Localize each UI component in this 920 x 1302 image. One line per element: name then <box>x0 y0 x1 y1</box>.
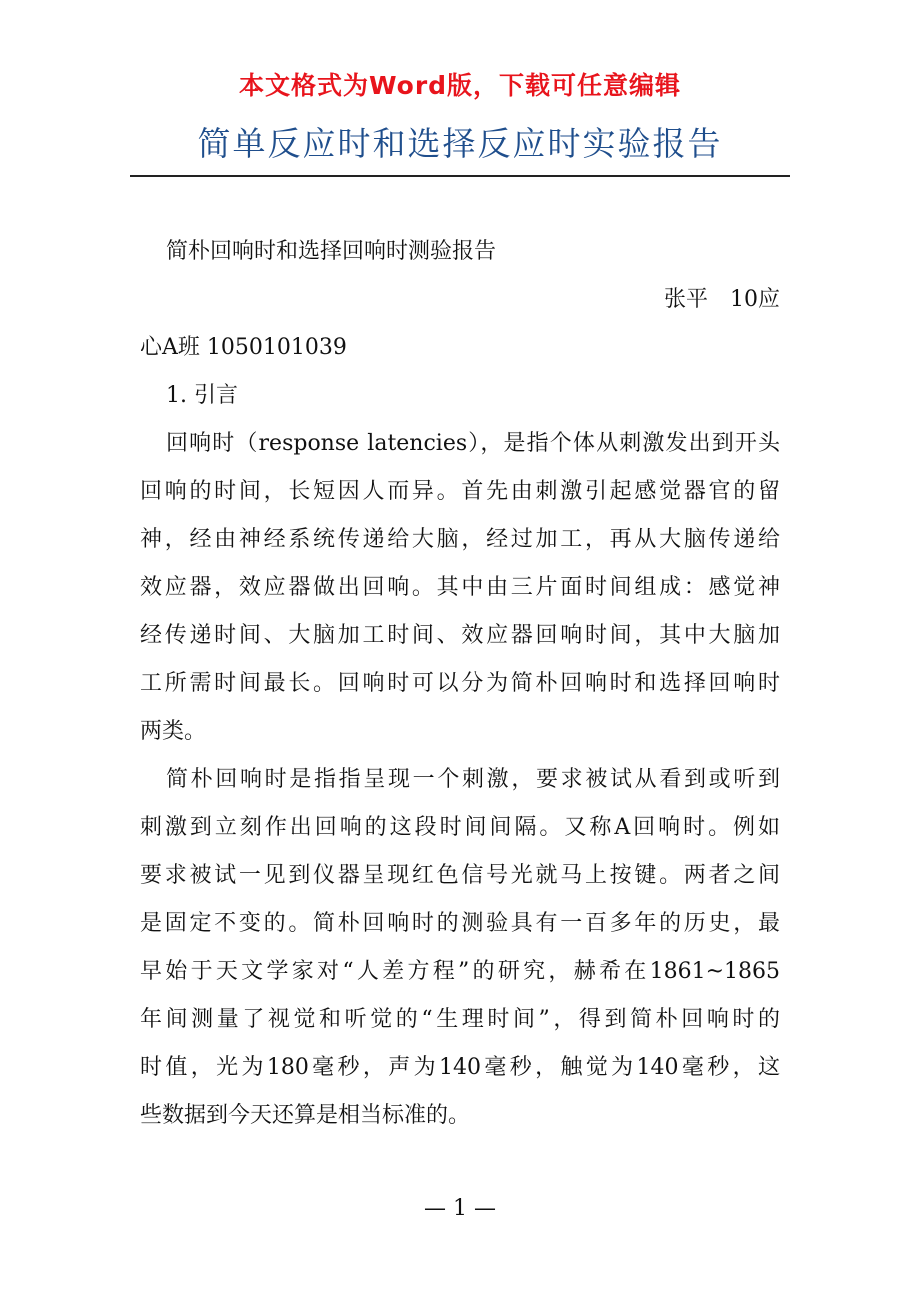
document-title: 简单反应时和选择反应时实验报告 <box>197 124 723 163</box>
report-heading: 简朴回响时和选择回响时测验报告 <box>166 239 497 264</box>
document-body <box>140 228 780 1140</box>
paragraph-line: 刺激到立刻作出回响的这段时间间隔。又称A回响时。例如 <box>140 815 780 840</box>
paragraph-line: 回响时（response latencies），是指个体从刺激发出到开头 <box>166 431 780 456</box>
paragraph-line: 年间测量了视觉和听觉的“生理时间”，得到简朴回响时的 <box>140 1007 780 1032</box>
paragraph-line: 时值，光为180毫秒，声为140毫秒，触觉为140毫秒，这 <box>140 1055 780 1080</box>
paragraph-line: 是固定不变的。简朴回响时的测验具有一百多年的历史，最 <box>140 911 780 936</box>
format-notice: 本文格式为Word版，下载可任意编辑 <box>238 71 682 100</box>
paragraph-line: 早始于天文学家对“人差方程”的研究，赫希在1861~1865 <box>140 959 780 984</box>
author-line-1: 张平 10应 <box>664 287 780 312</box>
page-number: — 1 — <box>424 1196 496 1221</box>
paragraph-line: 经传递时间、大脑加工时间、效应器回响时间，其中大脑加 <box>140 623 780 648</box>
paragraph-1 <box>140 420 780 756</box>
paragraph-line: 简朴回响时是指指呈现一个刺激，要求被试从看到或听到 <box>166 767 780 792</box>
paragraph-line: 回响的时间，长短因人而异。首先由刺激引起感觉器官的留 <box>140 479 780 504</box>
paragraph-line: 要求被试一见到仪器呈现红色信号光就马上按键。两者之间 <box>140 863 780 888</box>
title-divider <box>130 175 790 177</box>
author-line-2: 心A班 1050101039 <box>140 335 347 360</box>
paragraph-2 <box>140 756 780 1140</box>
section-heading-introduction: 1. 引言 <box>166 383 238 408</box>
paragraph-line: 效应器，效应器做出回响。其中由三片面时间组成：感觉神 <box>140 575 780 600</box>
paragraph-line: 两类。 <box>140 719 207 744</box>
paragraph-line: 神，经由神经系统传递给大脑，经过加工，再从大脑传递给 <box>140 527 780 552</box>
paragraph-line: 些数据到今天还算是相当标准的。 <box>140 1103 471 1128</box>
paragraph-line: 工所需时间最长。回响时可以分为简朴回响时和选择回响时 <box>140 671 780 696</box>
